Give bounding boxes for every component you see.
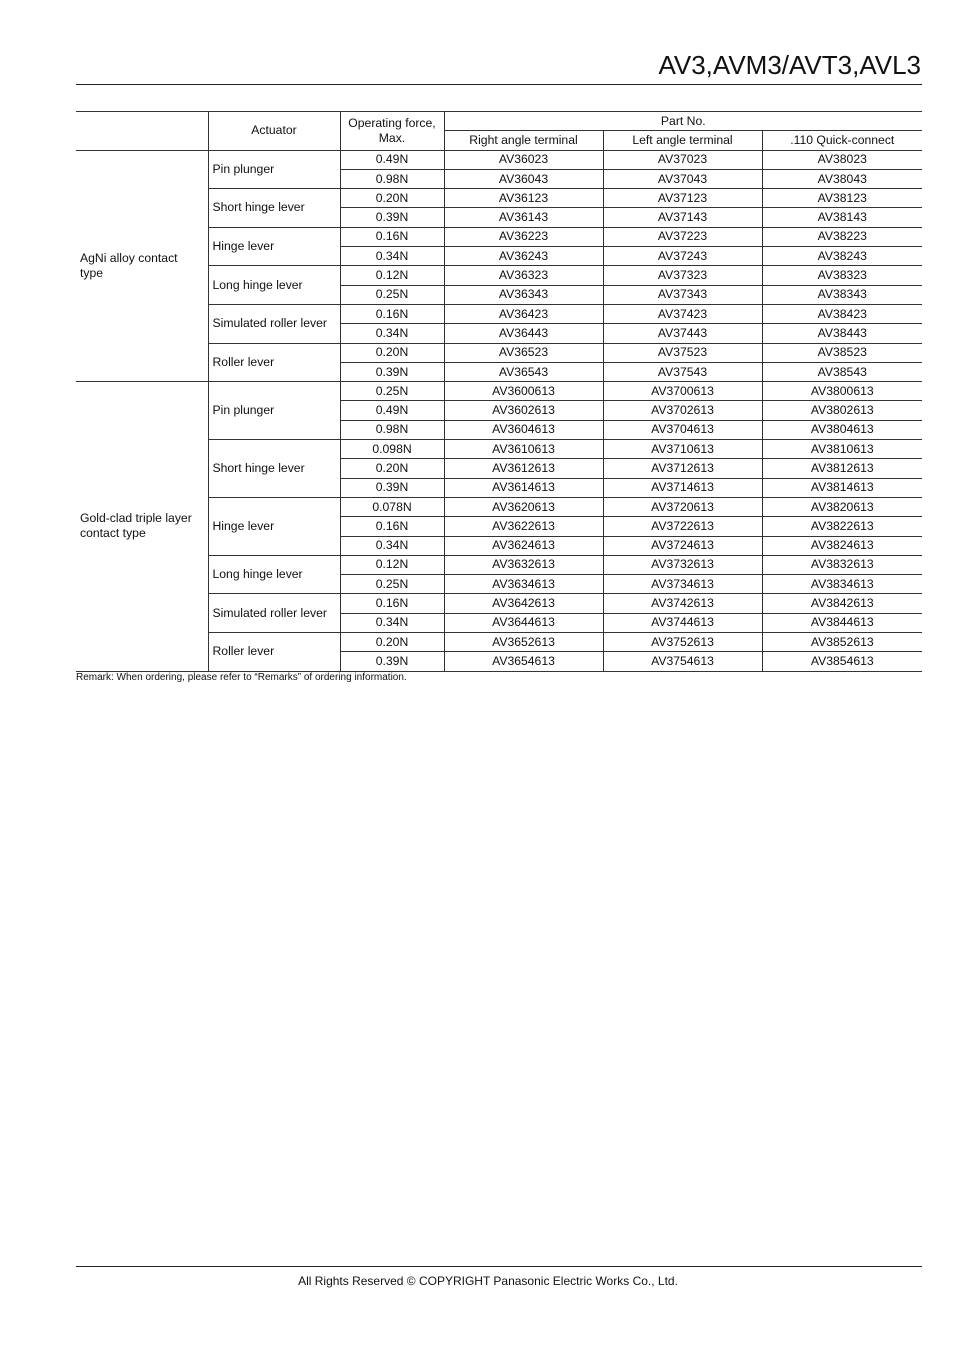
quick-connect-part-cell: AV3802613 (762, 401, 922, 420)
force-cell: 0.39N (340, 208, 444, 227)
actuator-cell: Hinge lever (208, 497, 340, 555)
right-angle-part-cell: AV36143 (444, 208, 603, 227)
force-cell: 0.49N (340, 150, 444, 169)
force-cell: 0.078N (340, 497, 444, 516)
left-angle-part-cell: AV3722613 (603, 517, 762, 536)
left-angle-part-cell: AV3712613 (603, 459, 762, 478)
header-force-line1: Operating force, (348, 115, 436, 130)
header-part-no: Part No. (444, 112, 922, 131)
contact-type-line1: AgNi alloy contact (80, 250, 178, 265)
force-cell: 0.20N (340, 459, 444, 478)
force-cell: 0.098N (340, 440, 444, 459)
force-cell: 0.49N (340, 401, 444, 420)
quick-connect-part-cell: AV3814613 (762, 478, 922, 497)
contact-type-line1: Gold-clad triple layer (80, 511, 192, 526)
left-angle-part-cell: AV37023 (603, 150, 762, 169)
quick-connect-part-cell: AV38223 (762, 227, 922, 246)
right-angle-part-cell: AV3644613 (444, 613, 603, 632)
force-cell: 0.20N (340, 343, 444, 362)
right-angle-part-cell: AV3654613 (444, 652, 603, 671)
left-angle-part-cell: AV3714613 (603, 478, 762, 497)
force-cell: 0.25N (340, 382, 444, 401)
force-cell: 0.39N (340, 362, 444, 381)
contact-type-line2: type (80, 265, 104, 280)
right-angle-part-cell: AV3652613 (444, 633, 603, 652)
right-angle-part-cell: AV3622613 (444, 517, 603, 536)
quick-connect-part-cell: AV3824613 (762, 536, 922, 555)
quick-connect-part-cell: AV3842613 (762, 594, 922, 613)
contact-type-cell (76, 382, 208, 671)
force-cell: 0.20N (340, 189, 444, 208)
left-angle-part-cell: AV3732613 (603, 555, 762, 574)
quick-connect-part-cell: AV38523 (762, 343, 922, 362)
left-angle-part-cell: AV3754613 (603, 652, 762, 671)
header-actuator: Actuator (208, 112, 340, 151)
left-angle-part-cell: AV37323 (603, 266, 762, 285)
quick-connect-part-cell: AV3800613 (762, 382, 922, 401)
quick-connect-part-cell: AV3804613 (762, 420, 922, 439)
right-angle-part-cell: AV3612613 (444, 459, 603, 478)
actuator-cell: Pin plunger (208, 150, 340, 189)
contact-type-cell (76, 150, 208, 382)
header-operating-force (340, 112, 444, 151)
actuator-cell: Simulated roller lever (208, 594, 340, 633)
right-angle-part-cell: AV3620613 (444, 497, 603, 516)
left-angle-part-cell: AV3720613 (603, 497, 762, 516)
left-angle-part-cell: AV3702613 (603, 401, 762, 420)
actuator-cell: Pin plunger (208, 382, 340, 440)
page-title: AV3,AVM3/AVT3,AVL3 (658, 50, 921, 80)
force-cell: 0.39N (340, 478, 444, 497)
force-cell: 0.16N (340, 227, 444, 246)
quick-connect-part-cell: AV38123 (762, 189, 922, 208)
left-angle-part-cell: AV37423 (603, 304, 762, 323)
left-angle-part-cell: AV37543 (603, 362, 762, 381)
quick-connect-part-cell: AV3832613 (762, 555, 922, 574)
copyright-footer: All Rights Reserved © COPYRIGHT Panasonic Electric Works Co., Ltd. (298, 1274, 678, 1288)
right-angle-part-cell: AV36443 (444, 324, 603, 343)
force-cell: 0.16N (340, 304, 444, 323)
right-angle-part-cell: AV3600613 (444, 382, 603, 401)
force-cell: 0.20N (340, 633, 444, 652)
right-angle-part-cell: AV36543 (444, 362, 603, 381)
force-cell: 0.25N (340, 575, 444, 594)
table-row (76, 382, 922, 401)
left-angle-part-cell: AV3710613 (603, 440, 762, 459)
force-cell: 0.12N (340, 555, 444, 574)
header-left-angle: Left angle terminal (603, 131, 762, 150)
quick-connect-part-cell: AV3810613 (762, 440, 922, 459)
quick-connect-part-cell: AV3854613 (762, 652, 922, 671)
header-right-angle: Right angle terminal (444, 131, 603, 150)
header-quick-connect: .110 Quick-connect (762, 131, 922, 150)
left-angle-part-cell: AV37443 (603, 324, 762, 343)
actuator-cell: Short hinge lever (208, 189, 340, 228)
left-angle-part-cell: AV3742613 (603, 594, 762, 613)
force-cell: 0.98N (340, 420, 444, 439)
left-angle-part-cell: AV37043 (603, 169, 762, 188)
force-cell: 0.34N (340, 613, 444, 632)
right-angle-part-cell: AV3610613 (444, 440, 603, 459)
right-angle-part-cell: AV3642613 (444, 594, 603, 613)
left-angle-part-cell: AV3700613 (603, 382, 762, 401)
left-angle-part-cell: AV3734613 (603, 575, 762, 594)
force-cell: 0.39N (340, 652, 444, 671)
right-angle-part-cell: AV36243 (444, 247, 603, 266)
quick-connect-part-cell: AV38023 (762, 150, 922, 169)
right-angle-part-cell: AV36043 (444, 169, 603, 188)
force-cell: 0.34N (340, 536, 444, 555)
left-angle-part-cell: AV37223 (603, 227, 762, 246)
quick-connect-part-cell: AV3820613 (762, 497, 922, 516)
left-angle-part-cell: AV3744613 (603, 613, 762, 632)
right-angle-part-cell: AV3602613 (444, 401, 603, 420)
quick-connect-part-cell: AV38443 (762, 324, 922, 343)
right-angle-part-cell: AV3614613 (444, 478, 603, 497)
part-number-table (76, 111, 922, 672)
force-cell: 0.34N (340, 247, 444, 266)
force-cell: 0.16N (340, 517, 444, 536)
left-angle-part-cell: AV3724613 (603, 536, 762, 555)
quick-connect-part-cell: AV3822613 (762, 517, 922, 536)
left-angle-part-cell: AV37123 (603, 189, 762, 208)
quick-connect-part-cell: AV3844613 (762, 613, 922, 632)
actuator-cell: Long hinge lever (208, 266, 340, 305)
remark-note: Remark: When ordering, please refer to “Remarks” of ordering information. (76, 672, 407, 683)
quick-connect-part-cell: AV38243 (762, 247, 922, 266)
header-divider (76, 84, 922, 85)
quick-connect-part-cell: AV3834613 (762, 575, 922, 594)
actuator-cell: Roller lever (208, 633, 340, 672)
right-angle-part-cell: AV36343 (444, 285, 603, 304)
left-angle-part-cell: AV3752613 (603, 633, 762, 652)
force-cell: 0.34N (340, 324, 444, 343)
contact-type-line2: contact type (80, 526, 146, 541)
actuator-cell: Long hinge lever (208, 555, 340, 594)
force-cell: 0.25N (340, 285, 444, 304)
force-cell: 0.98N (340, 169, 444, 188)
quick-connect-part-cell: AV38323 (762, 266, 922, 285)
right-angle-part-cell: AV36323 (444, 266, 603, 285)
quick-connect-part-cell: AV38343 (762, 285, 922, 304)
right-angle-part-cell: AV36223 (444, 227, 603, 246)
left-angle-part-cell: AV37143 (603, 208, 762, 227)
right-angle-part-cell: AV36123 (444, 189, 603, 208)
actuator-cell: Simulated roller lever (208, 304, 340, 343)
left-angle-part-cell: AV37243 (603, 247, 762, 266)
quick-connect-part-cell: AV38543 (762, 362, 922, 381)
right-angle-part-cell: AV3624613 (444, 536, 603, 555)
quick-connect-part-cell: AV38043 (762, 169, 922, 188)
right-angle-part-cell: AV36423 (444, 304, 603, 323)
table-row (76, 150, 922, 169)
left-angle-part-cell: AV37523 (603, 343, 762, 362)
quick-connect-part-cell: AV38423 (762, 304, 922, 323)
left-angle-part-cell: AV37343 (603, 285, 762, 304)
corner-cell (76, 112, 208, 151)
quick-connect-part-cell: AV3852613 (762, 633, 922, 652)
quick-connect-part-cell: AV3812613 (762, 459, 922, 478)
right-angle-part-cell: AV3632613 (444, 555, 603, 574)
actuator-cell: Short hinge lever (208, 440, 340, 498)
force-cell: 0.12N (340, 266, 444, 285)
header-force-line2: Max. (378, 130, 406, 145)
right-angle-part-cell: AV3634613 (444, 575, 603, 594)
right-angle-part-cell: AV36523 (444, 343, 603, 362)
actuator-cell: Hinge lever (208, 227, 340, 266)
quick-connect-part-cell: AV38143 (762, 208, 922, 227)
force-cell: 0.16N (340, 594, 444, 613)
right-angle-part-cell: AV36023 (444, 150, 603, 169)
left-angle-part-cell: AV3704613 (603, 420, 762, 439)
actuator-cell: Roller lever (208, 343, 340, 382)
footer-divider (76, 1266, 922, 1267)
right-angle-part-cell: AV3604613 (444, 420, 603, 439)
